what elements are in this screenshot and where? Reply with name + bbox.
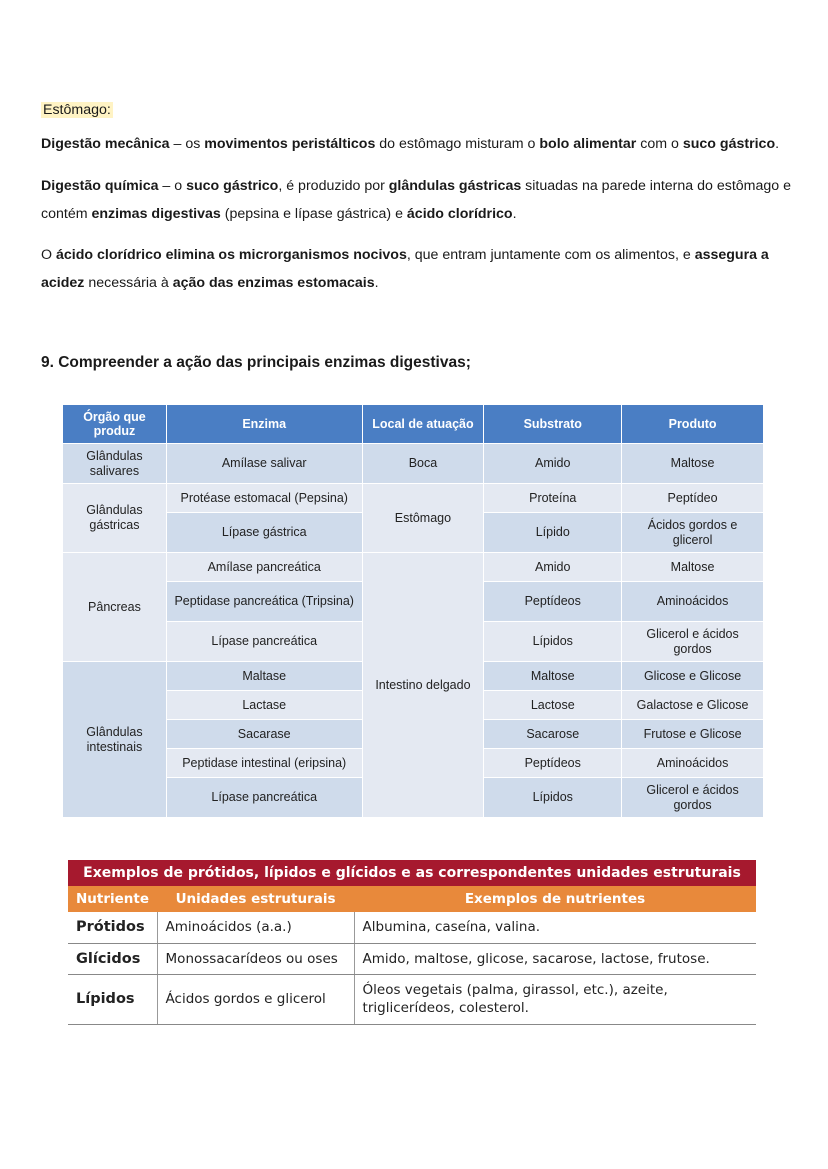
enzyme-cell: Protéase estomacal (Pepsina): [166, 484, 362, 513]
table-row: [68, 974, 756, 1024]
table-row: [68, 943, 756, 974]
substrate-cell: Lípidos: [484, 622, 622, 662]
text-run: necessária à: [84, 275, 173, 291]
text-run: .: [374, 275, 379, 291]
product-cell: Glicerol e ácidos gordos: [622, 778, 764, 818]
enzyme-cell: Amílase salivar: [166, 444, 362, 484]
substrate-cell: Amido: [484, 553, 622, 582]
product-cell: Galactose e Glicose: [622, 691, 764, 720]
substrate-cell: Maltose: [484, 662, 622, 691]
nutrient-name: Lípidos: [68, 974, 157, 1024]
text-run: Digestão química: [41, 178, 159, 194]
text-run: ácido clorídrico elimina os microrganismos nocivos: [55, 247, 407, 263]
product-cell: Aminoácidos: [622, 749, 764, 778]
product-cell: Glicerol e ácidos gordos: [622, 622, 764, 662]
section-title: 9. Compreender a ação das principais enzimas digestivas;: [41, 354, 471, 371]
stomach-heading: [41, 96, 791, 124]
product-cell: Glicose e Glicose: [622, 662, 764, 691]
organ-cell: Pâncreas: [63, 553, 167, 662]
nutrient-units: Monossacarídeos ou oses: [157, 943, 354, 974]
substrate-cell: Lactose: [484, 691, 622, 720]
substrate-cell: Peptídeos: [484, 749, 622, 778]
paragraph-hydrochloric-acid: [41, 241, 791, 297]
text-run: assegura a acidez: [41, 247, 769, 291]
product-cell: Ácidos gordos e glicerol: [622, 513, 764, 553]
text-run: O: [41, 247, 56, 263]
enzyme-cell: Lípase pancreática: [166, 622, 362, 662]
nutrient-table-header-row: [68, 886, 756, 912]
header-orgao: Órgão que produz: [63, 405, 167, 444]
location-cell: Boca: [362, 444, 484, 484]
header-substrato: Substrato: [484, 405, 622, 444]
paragraph-chemical-digestion: [41, 172, 791, 228]
substrate-cell: Sacarose: [484, 720, 622, 749]
enzyme-cell: Maltase: [166, 662, 362, 691]
product-cell: Aminoácidos: [622, 582, 764, 622]
nutrient-units: Ácidos gordos e glicerol: [157, 974, 354, 1024]
product-cell: Frutose e Glicose: [622, 720, 764, 749]
text-run: glândulas gástricas: [388, 178, 522, 194]
text-run: enzimas digestivas: [91, 206, 221, 222]
text-run: suco gástrico: [186, 178, 279, 194]
substrate-cell: Amido: [484, 444, 622, 484]
table-row: [63, 484, 764, 513]
text-run: movimentos peristálticos: [204, 136, 376, 152]
text-run: – os: [169, 136, 205, 152]
text-run: – o: [158, 178, 187, 194]
text-run: , que entram juntamente com os alimentos, e: [406, 247, 695, 263]
enzyme-cell: Amílase pancreática: [166, 553, 362, 582]
header-produto: Produto: [622, 405, 764, 444]
nutrient-name: Prótidos: [68, 912, 157, 943]
enzyme-cell: Lactase: [166, 691, 362, 720]
substrate-cell: Peptídeos: [484, 582, 622, 622]
header-unidades: Unidades estruturais: [157, 886, 354, 912]
organ-cell: Glândulas salivares: [63, 444, 167, 484]
nutrient-table-caption-row: [68, 860, 756, 886]
location-cell: Intestino delgado: [362, 553, 484, 818]
table-row: [63, 444, 764, 484]
nutrient-table-caption: Exemplos de prótidos, lípidos e glícidos e as correspondentes unidades estruturais: [68, 860, 756, 886]
substrate-cell: Lípido: [484, 513, 622, 553]
header-nutriente: Nutriente: [68, 886, 157, 912]
text-run: bolo alimentar: [539, 136, 637, 152]
product-cell: Maltose: [622, 444, 764, 484]
text-run: suco gástrico: [682, 136, 776, 152]
organ-cell: Glândulas gástricas: [63, 484, 167, 553]
nutrient-units: Aminoácidos (a.a.): [157, 912, 354, 943]
nutrient-table: [68, 860, 756, 1025]
enzyme-cell: Sacarase: [166, 720, 362, 749]
organ-cell: Glândulas intestinais: [63, 662, 167, 818]
enzyme-cell: Peptidase intestinal (eripsina): [166, 749, 362, 778]
text-run: ação das enzimas estomacais: [172, 275, 375, 291]
nutrient-examples: Albumina, caseína, valina.: [354, 912, 756, 943]
text-run: com o: [636, 136, 683, 152]
substrate-cell: Lípidos: [484, 778, 622, 818]
location-cell: Estômago: [362, 484, 484, 553]
header-exemplos: Exemplos de nutrientes: [354, 886, 756, 912]
text-run: , é produzido por: [278, 178, 389, 194]
paragraph-mechanical-digestion: [41, 130, 791, 158]
text-run: ácido clorídrico: [406, 206, 513, 222]
text-run: Digestão mecânica: [41, 136, 170, 152]
enzyme-cell: Lípase pancreática: [166, 778, 362, 818]
enzyme-cell: Peptidase pancreática (Tripsina): [166, 582, 362, 622]
product-cell: Peptídeo: [622, 484, 764, 513]
enzyme-cell: Lípase gástrica: [166, 513, 362, 553]
product-cell: Maltose: [622, 553, 764, 582]
enzyme-table-header-row: [63, 405, 764, 444]
nutrient-examples: Óleos vegetais (palma, girassol, etc.), azeite, triglicerídeos, colesterol.: [354, 974, 756, 1024]
nutrient-name: Glícidos: [68, 943, 157, 974]
substrate-cell: Proteína: [484, 484, 622, 513]
table-row: [68, 912, 756, 943]
header-enzima: Enzima: [166, 405, 362, 444]
text-run: (pepsina e lípase gástrica) e: [220, 206, 407, 222]
header-local: Local de atuação: [362, 405, 484, 444]
table-row: [63, 553, 764, 582]
nutrient-examples: Amido, maltose, glicose, sacarose, lactose, frutose.: [354, 943, 756, 974]
text-run: situadas na parede interna do estômago e contém: [41, 178, 791, 222]
text-run: .: [775, 136, 780, 152]
enzyme-table: [62, 404, 764, 818]
text-run: .: [512, 206, 517, 222]
stomach-heading-text: Estômago:: [43, 102, 111, 118]
text-run: do estômago misturam o: [375, 136, 540, 152]
